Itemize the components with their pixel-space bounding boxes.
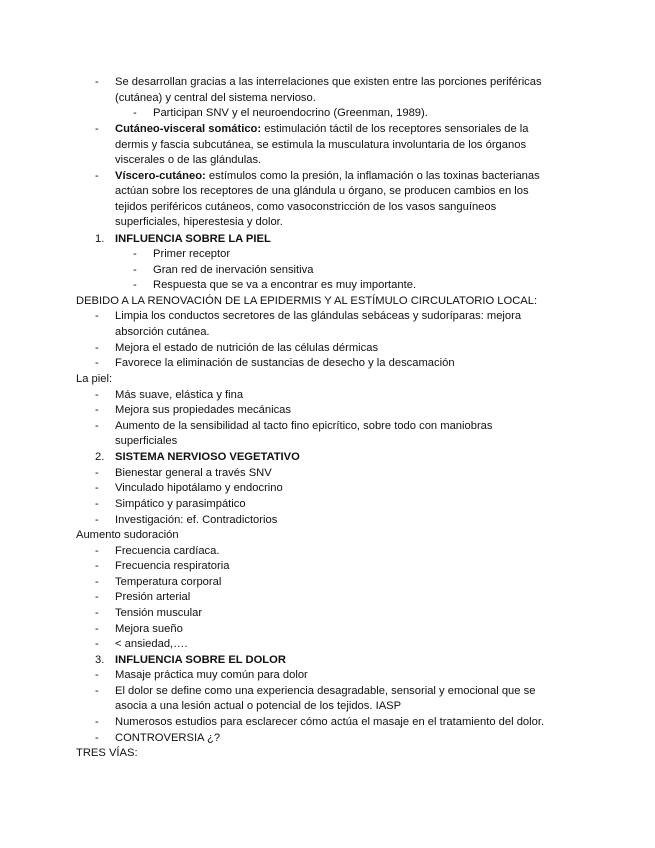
paragraph-line: dermis y fascia subcutánea, se estimula la musculatura involuntaria de los órganos [115, 139, 527, 151]
paragraph-line: viscerales o de las glándulas. [115, 154, 262, 166]
list-item: Vinculado hipotálamo y endocrino [115, 482, 283, 494]
bold-term: Cutáneo-visceral somático: [115, 123, 262, 135]
list-item: Simpático y parasimpático [115, 498, 246, 510]
paragraph-line: superficiales, hiperestesia y dolor. [115, 216, 283, 228]
bullet-dash: - [133, 264, 137, 276]
paragraph-line: (cutánea) y central del sistema nervioso. [115, 92, 316, 104]
list-item: Frecuencia respiratoria [115, 560, 230, 572]
bullet-dash: - [95, 591, 99, 603]
list-item: CONTROVERSIA ¿? [115, 732, 221, 744]
list-item: < ansiedad,…. [115, 638, 188, 650]
bullet-dash: - [95, 170, 99, 182]
paragraph-line: actúan sobre los receptores de una glándula u órgano, se producen cambios en los [115, 185, 529, 197]
list-item: Bienestar general a través SNV [115, 467, 272, 479]
bullet-dash: - [133, 279, 137, 291]
bullet-dash: - [95, 514, 99, 526]
bullet-dash: - [95, 420, 99, 432]
bullet-dash: - [95, 716, 99, 728]
list-item: Masaje práctica muy común para dolor [115, 669, 308, 681]
bullet-dash: - [133, 107, 137, 119]
list-item: Investigación: ef. Contradictorios [115, 514, 278, 526]
bullet-dash: - [95, 638, 99, 650]
heading-vias: TRES VÍAS: [76, 747, 138, 759]
bullet-dash: - [95, 467, 99, 479]
paragraph-line: Cutáneo-visceral somático: estimulación táctil de los receptores sensoriales de la [115, 123, 529, 135]
list-item: Tensión muscular [115, 607, 203, 619]
section-number: 1. [95, 233, 105, 245]
bullet-dash: - [95, 310, 99, 322]
bullet-dash: - [95, 607, 99, 619]
bullet-dash: - [95, 389, 99, 401]
list-item: Mejora sueño [115, 623, 183, 635]
bullet-dash: - [95, 576, 99, 588]
list-item: Mejora sus propiedades mecánicas [115, 404, 291, 416]
list-item: Presión arterial [115, 591, 191, 603]
list-item: El dolor se define como una experiencia desagradable, sensorial y emocional que se [115, 685, 536, 697]
list-item: Numerosos estudios para esclarecer cómo actúa el masaje en el tratamiento del dolor. [115, 716, 545, 728]
bullet-dash: - [95, 623, 99, 635]
heading-piel: La piel: [76, 373, 113, 385]
sub-item: Respuesta que se va a encontrar es muy importante. [153, 279, 417, 291]
list-item: superficiales [115, 435, 178, 447]
bullet-dash: - [133, 248, 137, 260]
sub-item: Gran red de inervación sensitiva [153, 264, 314, 276]
heading-sudoracion: Aumento sudoración [76, 529, 179, 541]
list-item: Limpia los conductos secretores de las glándulas sebáceas y sudoríparas: mejora [115, 310, 522, 322]
section-title: SISTEMA NERVIOSO VEGETATIVO [115, 451, 300, 463]
section-number: 2. [95, 451, 105, 463]
bullet-dash: - [95, 545, 99, 557]
section-number: 3. [95, 654, 105, 666]
section-title: INFLUENCIA SOBRE LA PIEL [115, 233, 271, 245]
sub-item: Primer receptor [153, 248, 231, 260]
bullet-dash: - [95, 685, 99, 697]
bullet-dash: - [95, 732, 99, 744]
heading-renovacion: DEBIDO A LA RENOVACIÓN DE LA EPIDERMIS Y AL ESTÍMULO CIRCULATORIO LOCAL: [76, 295, 538, 307]
bullet-dash: - [95, 123, 99, 135]
paragraph-line: Víscero-cutáneo: estímulos como la presión, la inflamación o las toxinas bacterianas [115, 170, 540, 182]
bold-term: Víscero-cutáneo: [115, 170, 206, 182]
list-item: Aumento de la sensibilidad al tacto fino epicrítico, sobre todo con maniobras [115, 420, 493, 432]
list-item: Temperatura corporal [115, 576, 222, 588]
bullet-dash: - [95, 498, 99, 510]
bullet-dash: - [95, 669, 99, 681]
list-item: Frecuencia cardíaca. [115, 545, 220, 557]
list-item: Favorece la eliminación de sustancias de desecho y la descamación [115, 357, 455, 369]
bullet-dash: - [95, 482, 99, 494]
list-item: Mejora el estado de nutrición de las células dérmicas [115, 342, 379, 354]
bullet-dash: - [95, 342, 99, 354]
paragraph-line: tejidos periféricos cutáneos, como vasoconstricción de los vasos sanguíneos [115, 201, 497, 213]
paragraph-line: Se desarrollan gracias a las interrelaciones que existen entre las porciones periféricas [115, 76, 542, 88]
list-item: asocia a una lesión actual o potencial de los tejidos. IASP [115, 700, 402, 712]
bullet-dash: - [95, 560, 99, 572]
list-item: Más suave, elástica y fina [115, 389, 244, 401]
bullet-dash: - [95, 404, 99, 416]
bullet-dash: - [95, 357, 99, 369]
sub-item: Participan SNV y el neuroendocrino (Greenman, 1989). [153, 107, 428, 119]
list-item: absorción cutánea. [115, 326, 210, 338]
bullet-dash: - [95, 76, 99, 88]
section-title: INFLUENCIA SOBRE EL DOLOR [115, 654, 286, 666]
